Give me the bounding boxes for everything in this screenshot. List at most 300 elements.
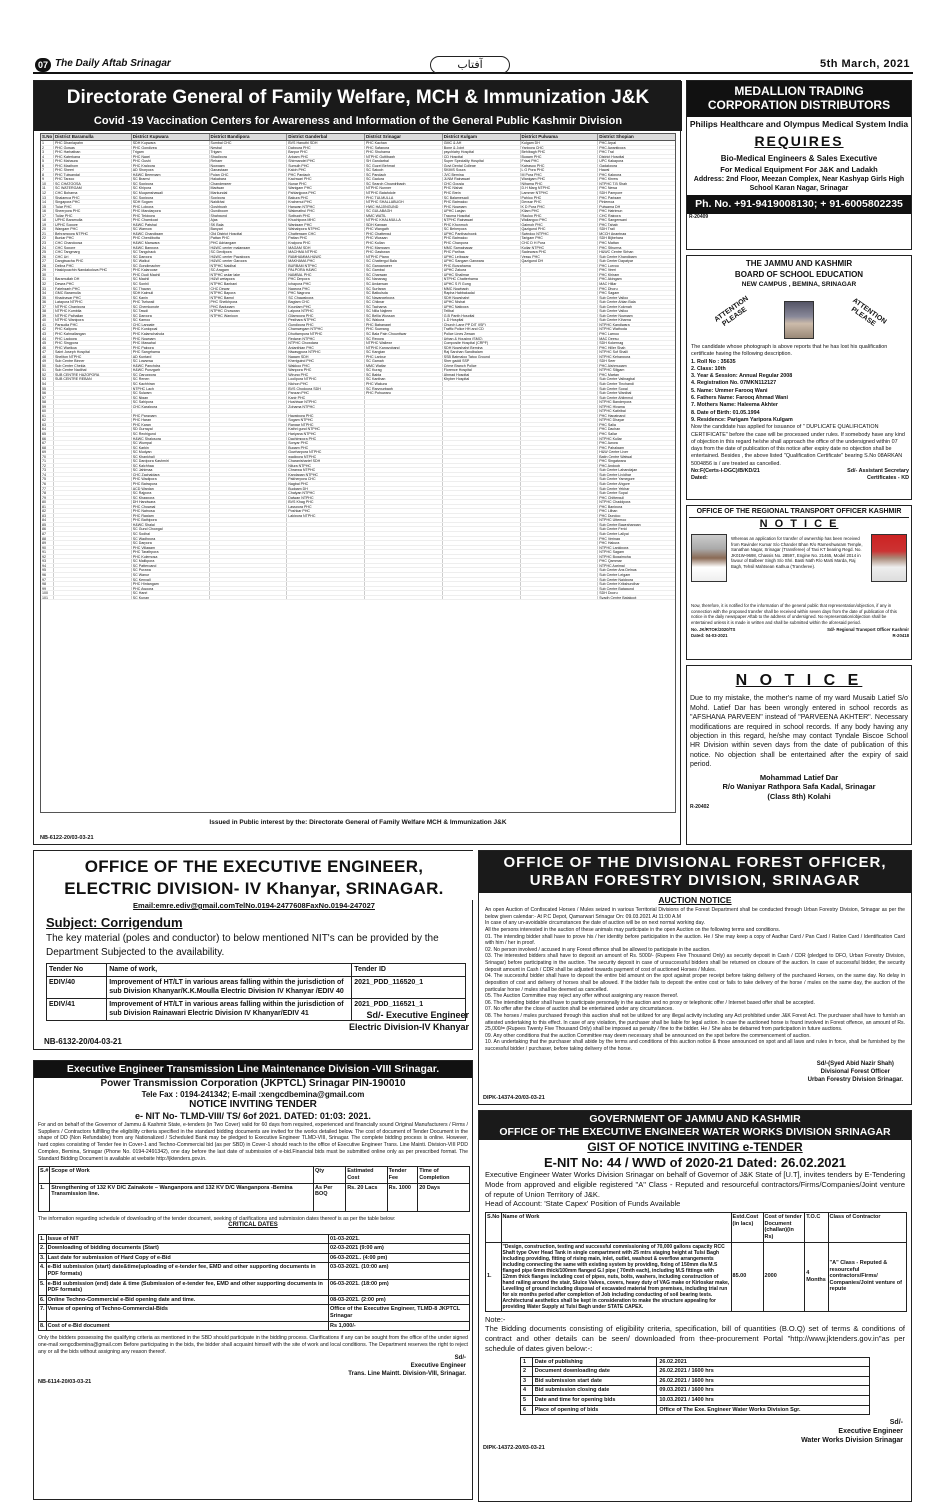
- table-cell: [53, 514, 131, 518]
- table-cell: SC Gamah: [364, 359, 442, 363]
- table-cell: [520, 296, 598, 300]
- table-cell: HWC HAJJINGUND: [364, 205, 442, 209]
- table-cell: SC Kalchhaa: [131, 464, 209, 468]
- rto-notice: [686, 505, 912, 660]
- table-cell: [209, 459, 287, 463]
- table-cell: SC Tachama: [364, 305, 442, 309]
- table-cell: [520, 527, 598, 531]
- df-point: All the persons interested in the auction of these animals may participate in the open Auction on the following terms and conditions.: [485, 927, 781, 934]
- table-cell: UPHC Nishat: [442, 300, 520, 304]
- table-cell: SC Repora: [364, 337, 442, 341]
- table-cell: 61: [42, 413, 46, 418]
- table-cell: [442, 405, 520, 409]
- table-cell: Trauma Hospital: [442, 214, 520, 218]
- table-cell: [364, 418, 442, 422]
- table-cell: [209, 364, 287, 368]
- table-cell: Hayatpora PHC: [286, 414, 364, 418]
- table-cell: [442, 518, 520, 522]
- table-cell: SC Khagpora: [131, 496, 209, 500]
- table-cell: PHC Sagam: [597, 291, 675, 295]
- table-cell: 101: [42, 595, 48, 600]
- table-cell: NTPHC Banderpora: [597, 400, 675, 404]
- table-cell: [364, 555, 442, 559]
- rto-body2: Now, therefore, it is notified for the information of the general public that representation/objection, if any in connection with the proposed transfer shall be received within seven days from the date of publication of this notice in the daily newspaper Aftab to the address of undersigned. No representation/objection shall be entertained unless it is made in written and shall be submitted within the aforesaid period.: [691, 603, 897, 625]
- rto-ref: No. JK/RTOK/2020/TS: [691, 627, 736, 633]
- table-cell: SDH Pampore: [597, 191, 675, 195]
- table-cell: "A" Class - Reputed & resourceful contractors/Firms/ Companies/Joint venture of repute: [828, 1242, 907, 1311]
- table-cell: Sub Centre Yamegore: [597, 477, 675, 481]
- table-cell: NTPHC Chaddpora: [597, 500, 675, 504]
- table-cell: BVS Chodoora SDH: [286, 387, 364, 391]
- table-cell: [442, 487, 520, 491]
- table-cell: [442, 427, 520, 431]
- df-signature: [808, 1061, 903, 1084]
- table-cell: e-Bid submission (end) date & time (Submission of e-tender fee, EMD and other supporting documents in PDF formats): [46, 1279, 328, 1295]
- table-cell: PHC Villagam: [131, 546, 209, 550]
- table-cell: 78: [42, 491, 46, 495]
- table-cell: [209, 514, 287, 518]
- table-cell: SC Surfaran: [364, 287, 442, 291]
- table-cell: [520, 337, 598, 341]
- table-row: [521, 1376, 870, 1386]
- table-cell: [364, 550, 442, 554]
- table-cell: 30: [42, 272, 46, 277]
- table-cell: NTPHC Sagam: [597, 550, 675, 554]
- table-cell: Niwasgpura NTPHC: [286, 350, 364, 354]
- table-cell: PHC Banipora: [597, 505, 675, 509]
- table-cell: Chandergeer: [209, 182, 287, 186]
- table-cell: [364, 500, 442, 504]
- tr-body: For and on behalf of the Governor of Jammu & Kashmir State, e-tenders (in Two Cover) valid for 60 days from required, experienced and financially sound Original Manufacturers / Firms / Suppliers / Contractors fulfilling the eligibility criteria specified in the standard bidding documents are invited for the works detailed below. The cost of document of Tender Document in the shape of DD (Non Refundable) from any Nationalized / Scheduled Bank may be pledged to Executive Engineer TLMD-VIII, Srinagar. The complete bidding process is online. However, hard copies consisting of Tender fee in Cover-1 and Techno-Commercial bid (as per SBD) in Cover-1 should reach to the office of Executive Engineer Trans. Line Mainti. Division-VIII PDD Complex, Bemina, Srinagar (Phone No. 0194-2491342), one day before the last date of submission of e-bid.Financial bids must be submitted online only as per prescribed format. The Standard Bidding Document is available at website http://jktenders.gov.in.: [38, 1121, 468, 1162]
- table-cell: NTPHC Kehanpora: [597, 355, 675, 359]
- table-cell: Chrarwa NTPHC: [286, 468, 364, 472]
- table-cell: H&WC Beerrgam: [131, 173, 209, 177]
- column-header: District Ganderbal: [286, 134, 364, 140]
- table-cell: [442, 578, 520, 582]
- table-cell: [209, 518, 287, 522]
- table-cell: PHC Akingam: [597, 277, 675, 281]
- table-cell: NTPHC Palhallan: [53, 314, 131, 318]
- table-cell: Improvement of HT/LT in various areas falling within the jurisdiction of sub Division Rainawari Electric Division IV Khanyar/EDIV 41: [107, 999, 352, 1021]
- table-cell: [442, 423, 520, 427]
- table-cell: [442, 523, 520, 527]
- table-cell: Rs. 20 Lacs: [346, 1183, 387, 1211]
- table-cell: [442, 591, 520, 595]
- table-cell: PHC Kahnallangan: [53, 332, 131, 336]
- table-cell: PHC Kalamchahola: [131, 332, 209, 336]
- table-cell: MMC Watlar: [364, 364, 442, 368]
- table-cell: Wanpora PHC: [286, 368, 364, 372]
- table-cell: Pattan PHC: [209, 236, 287, 240]
- table-cell: SC Pandach: [364, 173, 442, 177]
- table-cell: SC Sulwam: [131, 391, 209, 395]
- table-cell: [53, 273, 131, 277]
- jkbose-title3: NEW CAMPUS , BEMINA, SRINAGAR: [741, 280, 857, 288]
- table-cell: Bagtam CHC: [286, 300, 364, 304]
- table-cell: Zohama NTPHC: [286, 405, 364, 409]
- table-cell: Qazigund PHC: [520, 227, 598, 231]
- table-cell: 73: [42, 468, 46, 472]
- table-cell: 10.03.2021 / 1400 hrs: [657, 1395, 870, 1405]
- table-cell: [364, 546, 442, 550]
- table-row: [521, 1367, 870, 1377]
- table-cell: Date and time for opening bids: [532, 1395, 657, 1405]
- df-sign1: Sd/-(Syed Abid Nazir Shah): [816, 1061, 894, 1067]
- table-cell: SC GULABAGH: [364, 209, 442, 213]
- table-cell: [364, 537, 442, 541]
- table-cell: [520, 359, 598, 363]
- tr-sign1: Sd/-: [454, 1355, 466, 1362]
- table-cell: [520, 468, 598, 472]
- table-cell: Tellbal: [442, 309, 520, 313]
- table-cell: 27: [42, 259, 46, 263]
- table-cell: Gowharpora NTPHC: [286, 450, 364, 454]
- table-cell: Pahlanjpora PHC: [286, 191, 364, 195]
- table-cell: Parsudia PHC: [53, 323, 131, 327]
- medallion-title: MEDALLION TRADING CORPORATION DISTRIBUTORS: [687, 81, 911, 117]
- table-cell: SC Guzel Behmat: [364, 164, 442, 168]
- table-cell: PHC Kullan: [364, 241, 442, 245]
- table-cell: PHC Tral: [597, 150, 675, 154]
- table-cell: CHC Boharna: [53, 191, 131, 195]
- table-cell: [442, 527, 520, 531]
- table-cell: PHC Kachan: [364, 141, 442, 145]
- df-point: 05. The Auction Committee may reject any offer without assigning any reason thereof.: [485, 993, 679, 1000]
- table-cell: SC Wumpal: [131, 441, 209, 445]
- table-cell: SC Chanwan: [364, 273, 442, 277]
- column-header: Tender ID: [352, 964, 466, 977]
- table-cell: [520, 532, 598, 536]
- table-cell: [364, 523, 442, 527]
- table-cell: [209, 550, 287, 554]
- table-cell: [53, 509, 131, 513]
- table-cell: NTPHC Bampl: [209, 296, 287, 300]
- ww-sign3: Water Works Division Srinagar: [801, 1437, 903, 1445]
- table-cell: Composite Hospital (CRPF): [442, 341, 520, 345]
- table-cell: 24: [42, 245, 46, 250]
- table-cell: [364, 409, 442, 413]
- table-cell: GMC & AH: [442, 141, 520, 145]
- table-cell: Batin Centre Watwal: [597, 455, 675, 459]
- table-cell: 40: [42, 318, 46, 322]
- tr-critical-dates-title: CRITICAL DATES: [228, 1222, 278, 1229]
- table-cell: Saint Joseph Hospital: [53, 350, 131, 354]
- table-cell: Dachimpora PHC: [286, 437, 364, 441]
- table-cell: PHC Sangrhama: [131, 350, 209, 354]
- table-cell: [364, 468, 442, 472]
- table-cell: SC Kenyall: [131, 578, 209, 582]
- table-cell: [442, 582, 520, 586]
- table-cell: 82: [42, 509, 46, 513]
- table-cell: PHC Kulemosa: [131, 555, 209, 559]
- table-cell: NTPHC Agrimal: [597, 564, 675, 568]
- table-row: [39, 1279, 470, 1295]
- table-cell: SC Dardpora Kashmiri: [131, 459, 209, 463]
- table-cell: [209, 391, 287, 395]
- table-cell: [520, 414, 598, 418]
- table-cell: RAMHAMMA H&WC: [286, 255, 364, 259]
- table-cell: [364, 405, 442, 409]
- rto-body2-block: [691, 603, 909, 638]
- table-cell: NTPHC Siligam: [597, 368, 675, 372]
- ww-title: [479, 1111, 911, 1140]
- school-notice-sign1: Mohammad Latief Dar: [759, 772, 839, 782]
- table-cell: [209, 500, 287, 504]
- table-cell: [209, 323, 287, 327]
- table-cell: PHC Gowas: [53, 146, 131, 150]
- school-notice-body: Due to my mistake, the mother's name of my ward Musaib Latief S/o Mohd. Latief Dar has been wrongly entered in school records as "AFSHANA PARVEEN" instead of "PARVEENA AKHTER". Necessary modifications are required in school records. If any body having any objection in this regard, he/she may contact Tyndale Biscoe School HR Division within seven days from the date of publication of this notice. No objection shall be entertained after the expiry of said period.: [690, 695, 908, 769]
- table-cell: Sheerpora PHC: [53, 209, 131, 213]
- table-cell: [53, 555, 131, 559]
- table-cell: [442, 400, 520, 404]
- table-cell: PHC Newa: [597, 186, 675, 190]
- table-cell: [286, 537, 364, 541]
- table-cell: [520, 368, 598, 372]
- table-cell: Dangiwacha PHC: [53, 259, 131, 263]
- table-cell: [53, 432, 131, 436]
- table-cell: H&WC center malangam: [209, 246, 287, 250]
- table-cell: [209, 464, 287, 468]
- table-cell: [53, 482, 131, 486]
- table-cell: Kujjar NTPHC: [520, 246, 598, 250]
- table-cell: [364, 596, 442, 600]
- table-cell: Swindoo NTPHC: [520, 232, 598, 236]
- table-cell: 1.: [39, 1183, 50, 1211]
- table-cell: [520, 555, 598, 559]
- table-cell: 100: [42, 591, 48, 595]
- jkbose-item: 8. Date of Birth: 01.05.1994: [691, 409, 760, 416]
- table-cell: L.D Hospital: [442, 318, 520, 322]
- table-cell: Sub Centre Tinchandi: [597, 382, 675, 386]
- table-cell: SC Babla: [364, 373, 442, 377]
- tr-title1: Executive Engineer Transmission Line Maintenance Division -VIII Srinagar.: [34, 1061, 472, 1078]
- table-cell: PHC Gushi: [131, 159, 209, 163]
- column-header: Name of Work: [501, 1213, 731, 1242]
- table-cell: [364, 573, 442, 577]
- table-cell: Lakipora NTPHC: [286, 514, 364, 518]
- tr-sign3: Trans. Line Maintt. Division-VIII, Srinagar.: [348, 1370, 466, 1377]
- table-cell: SC Bramvi: [131, 177, 209, 181]
- table-cell: PHC Awora: [597, 441, 675, 445]
- table-cell: Shahgund: [209, 214, 287, 218]
- table-cell: [209, 332, 287, 336]
- table-cell: 70: [42, 454, 46, 459]
- table-cell: AD Kuntard: [131, 355, 209, 359]
- table-cell: [520, 591, 598, 595]
- table-cell: UPHC Zakura: [442, 268, 520, 272]
- table-cell: BVS Khag PHC: [286, 500, 364, 504]
- table-cell: Office of the Executive Engineer, TLMD-8 JKPTCL Srinagar: [329, 1305, 470, 1321]
- table-cell: [520, 437, 598, 441]
- table-cell: Haskipoachin Nandakolova PHC: [53, 268, 131, 272]
- table-cell: Sub Centre Kiharna: [597, 318, 675, 322]
- table-cell: [520, 396, 598, 400]
- table-cell: Naidkhai: [209, 200, 287, 204]
- ee-title1: OFFICE OF THE EXECUTIVE ENGINEER,: [84, 857, 424, 876]
- table-cell: [442, 409, 520, 413]
- table-cell: 92: [42, 554, 46, 559]
- table-cell: Old District Hospital: [209, 232, 287, 236]
- table-cell: SC Tangchack: [131, 250, 209, 254]
- table-cell: [209, 482, 287, 486]
- table-cell: 64: [42, 427, 46, 431]
- table-cell: [209, 327, 287, 331]
- df-points: [485, 920, 905, 1052]
- table-header: [41, 134, 675, 141]
- table-cell: 44: [42, 336, 46, 341]
- table-cell: M Pora PHC: [520, 173, 598, 177]
- table-cell: PHC Dachan: [597, 427, 675, 431]
- table-cell: [131, 409, 209, 413]
- tr-info: The information regarding schedule of downloading of the tender document, seeking of clarifications and submission dates thereof is as per the table below:: [38, 1215, 396, 1222]
- jkbose-item: 7. Mothers Name: Haleema Akhter: [691, 402, 778, 409]
- table-cell: 7.: [39, 1305, 47, 1321]
- table-cell: PHC Harbatban: [53, 150, 131, 154]
- table-cell: District Hospital: [597, 155, 675, 159]
- table-cell: Nagam SDH: [286, 355, 364, 359]
- table-cell: SKIMS Soura: [442, 168, 520, 172]
- table-cell: Sub Centre Binner: [53, 359, 131, 363]
- table-cell: [286, 578, 364, 582]
- table-cell: Rs. 1000: [387, 1183, 418, 1211]
- table-cell: SC Muqamshawali: [131, 191, 209, 195]
- table-cell: PHC Kalaroose: [131, 268, 209, 272]
- table-cell: NTPHC Kangyoband: [364, 346, 442, 350]
- column-header: Estimated Cost: [346, 1167, 387, 1183]
- table-cell: 79: [42, 495, 46, 500]
- table-cell: 46: [42, 345, 46, 350]
- electric-division-corrigendum: [33, 850, 473, 1050]
- table-cell: 33: [42, 286, 46, 291]
- table-cell: [209, 450, 287, 454]
- table-cell: [520, 305, 598, 309]
- table-cell: SK Bala: [209, 223, 287, 227]
- table-cell: [209, 382, 287, 386]
- table-cell: SC Lowsrwa: [131, 359, 209, 363]
- table-cell: Florence Hospital: [442, 368, 520, 372]
- table-cell: [520, 464, 598, 468]
- tr-title2: Power Transmission Corporation (JKPTCL) Srinagar PIN-190010: [100, 1077, 406, 1089]
- table-cell: [520, 514, 598, 518]
- table-cell: [520, 477, 598, 481]
- table-cell: [442, 414, 520, 418]
- table-cell: PHC Hakura: [597, 541, 675, 545]
- ee-subject: Subject: Corrigendum: [46, 915, 183, 930]
- table-cell: [442, 509, 520, 513]
- table-cell: Markundal: [209, 191, 287, 195]
- table-cell: PHC Safapora: [364, 146, 442, 150]
- table-cell: H&WC Patshal: [131, 223, 209, 227]
- table-cell: PHC Wakura: [364, 382, 442, 386]
- table-row: [521, 1357, 870, 1367]
- ww-code: DIPK-14372-20/03-03-21: [483, 1445, 545, 1452]
- table-cell: [364, 450, 442, 454]
- table-cell: 06-03-2021.. (4:00 pm): [329, 1253, 470, 1263]
- table-cell: 02-03-2021 (9:00 am): [329, 1244, 470, 1254]
- table-cell: Traffic Police HH and CD: [442, 327, 520, 331]
- table-cell: PHC Parihas: [442, 250, 520, 254]
- medallion-line2: Bio-Medical Engineers & Sales Executive: [720, 153, 878, 163]
- table-cell: Wallangoo PHC: [520, 218, 598, 222]
- table-cell: 01-03-2021.: [329, 1234, 470, 1244]
- ee-code: NB-6132-20/04-03-21: [44, 1037, 122, 1046]
- ww-sign1: Sd/-: [889, 1419, 903, 1427]
- table-cell: [286, 555, 364, 559]
- table-cell: 58: [42, 400, 46, 404]
- table-cell: Wakkoo PHC: [286, 364, 364, 368]
- table-cell: PHC Nowgam: [442, 205, 520, 209]
- table-cell: Gilampora PHC: [286, 314, 364, 318]
- table-cell: [520, 377, 598, 381]
- table-cell: 1.: [486, 1242, 502, 1311]
- table-cell: [520, 568, 598, 572]
- table-cell: Chalyan NTPHC: [286, 491, 364, 495]
- table-cell: [520, 537, 598, 541]
- table-cell: NTPHC Banbani: [209, 282, 287, 286]
- df-sub: AUCTION NOTICE: [658, 895, 732, 905]
- jkbose-text: Now the candidate has applied for issuance of " DUPLICATE QUALIFICATION CERTIFICATE" before the case will be processed under rules. If somebody have any kind of objection in this regard he/she shall approach the office of the undersigned within 07 days from the date of publication of this notice after expiry date no objection shall be entertained. Besides , the above listed "Qualification Certificate" bearing S.No 08ARKAN 5004856 is / are treated as cancelled.: [691, 424, 905, 467]
- table-cell: [520, 400, 598, 404]
- table-row: [39, 1244, 470, 1254]
- table-cell: [364, 414, 442, 418]
- table-cell: [286, 568, 364, 572]
- table-cell: [520, 573, 598, 577]
- table-cell: MMC WATIL: [364, 214, 442, 218]
- table-cell: Urban & Housing (SMC): [442, 337, 520, 341]
- column-header: Time of Completion: [418, 1167, 470, 1183]
- table-cell: [209, 318, 287, 322]
- table-cell: Dewra PHC: [53, 282, 131, 286]
- table-cell: UPC Kakapora: [597, 159, 675, 163]
- df-point: 10. An undertaking that the purchaser shall abide by the terms and conditions of this auction notice & those announced on spot and all laws and rules in force, shall be furnished by the successful bidder / purchaser, before taking delivery of the horse.: [485, 1039, 905, 1052]
- table-cell: [442, 468, 520, 472]
- table-cell: Panzan PHC: [286, 391, 364, 395]
- table-cell: SC Machil: [131, 277, 209, 281]
- table-cell: H&WC center Pazalpora: [209, 255, 287, 259]
- table-cell: [520, 473, 598, 477]
- table-cell: Kounlam PHC: [286, 305, 364, 309]
- table-cell: [364, 532, 442, 536]
- table-cell: [442, 532, 520, 536]
- table-cell: Nowgam: [209, 164, 287, 168]
- table-cell: Kheriguind PHC: [286, 359, 364, 363]
- column-header: T.O.C: [805, 1213, 828, 1242]
- table-cell: [520, 291, 598, 295]
- df-point: 03. The interested bidders shall have to deposit an amount of Rs. 5000/- (Rupees Five Thousand Only) as security deposit in Cash / CDR (pledged to DFO, Urban Forestry Division, Srinagar) before participating in the auction. The security deposit in case of unsuccessful bidders shall be returned on closure of the auction. In case of successful bidder, the security deposit amount in Cash / CDR shall be adjusted towards payment of cost of auctioned Horses / Mules.: [485, 953, 905, 973]
- table-cell: Sonyar PHC: [286, 441, 364, 445]
- table-cell: PHC Brein: [442, 191, 520, 195]
- table-cell: 10: [42, 181, 46, 186]
- vaccination-centers-table: [40, 133, 676, 813]
- table-cell: 47: [42, 350, 46, 354]
- jkbose-item: 3. Year & Session: Annual Regular 2008: [691, 373, 793, 380]
- table-cell: Strengthening of 132 KV D/C Zainakote – Wanganpora and 132 KV D/C Wanganpora -Bemina Transmission line.: [50, 1183, 314, 1211]
- table-cell: PHC Gondiyea: [131, 146, 209, 150]
- table-cell: PHC Kralpora: [131, 164, 209, 168]
- ww-note: The Bidding documents consisting of eligibility criteria, specification, bill of quantities (B.O.Q) set of terms & conditions of contract and other details can be seen/ downloaded from thee-procurement Portal "http://www.jktenders.gov.in"as per schedule of dates given below:-:: [485, 1324, 905, 1353]
- table-cell: SDH Nowshahri Bemina: [442, 346, 520, 350]
- table-cell: [53, 527, 131, 531]
- table-cell: Document downloading date: [532, 1367, 657, 1377]
- table-cell: Anjanthian PHC: [286, 346, 364, 350]
- table-cell: PHC Tsrhwail: [131, 300, 209, 304]
- table-cell: [286, 550, 364, 554]
- table-cell: [364, 396, 442, 400]
- table-cell: PHC Veeri: [597, 268, 675, 272]
- ee-title2: ELECTRIC DIVISION- IV Khanyar, SRINAGAR.: [64, 879, 444, 899]
- table-cell: Kachwari PHC: [286, 177, 364, 181]
- table-cell: PALPORA H&WC: [286, 268, 364, 272]
